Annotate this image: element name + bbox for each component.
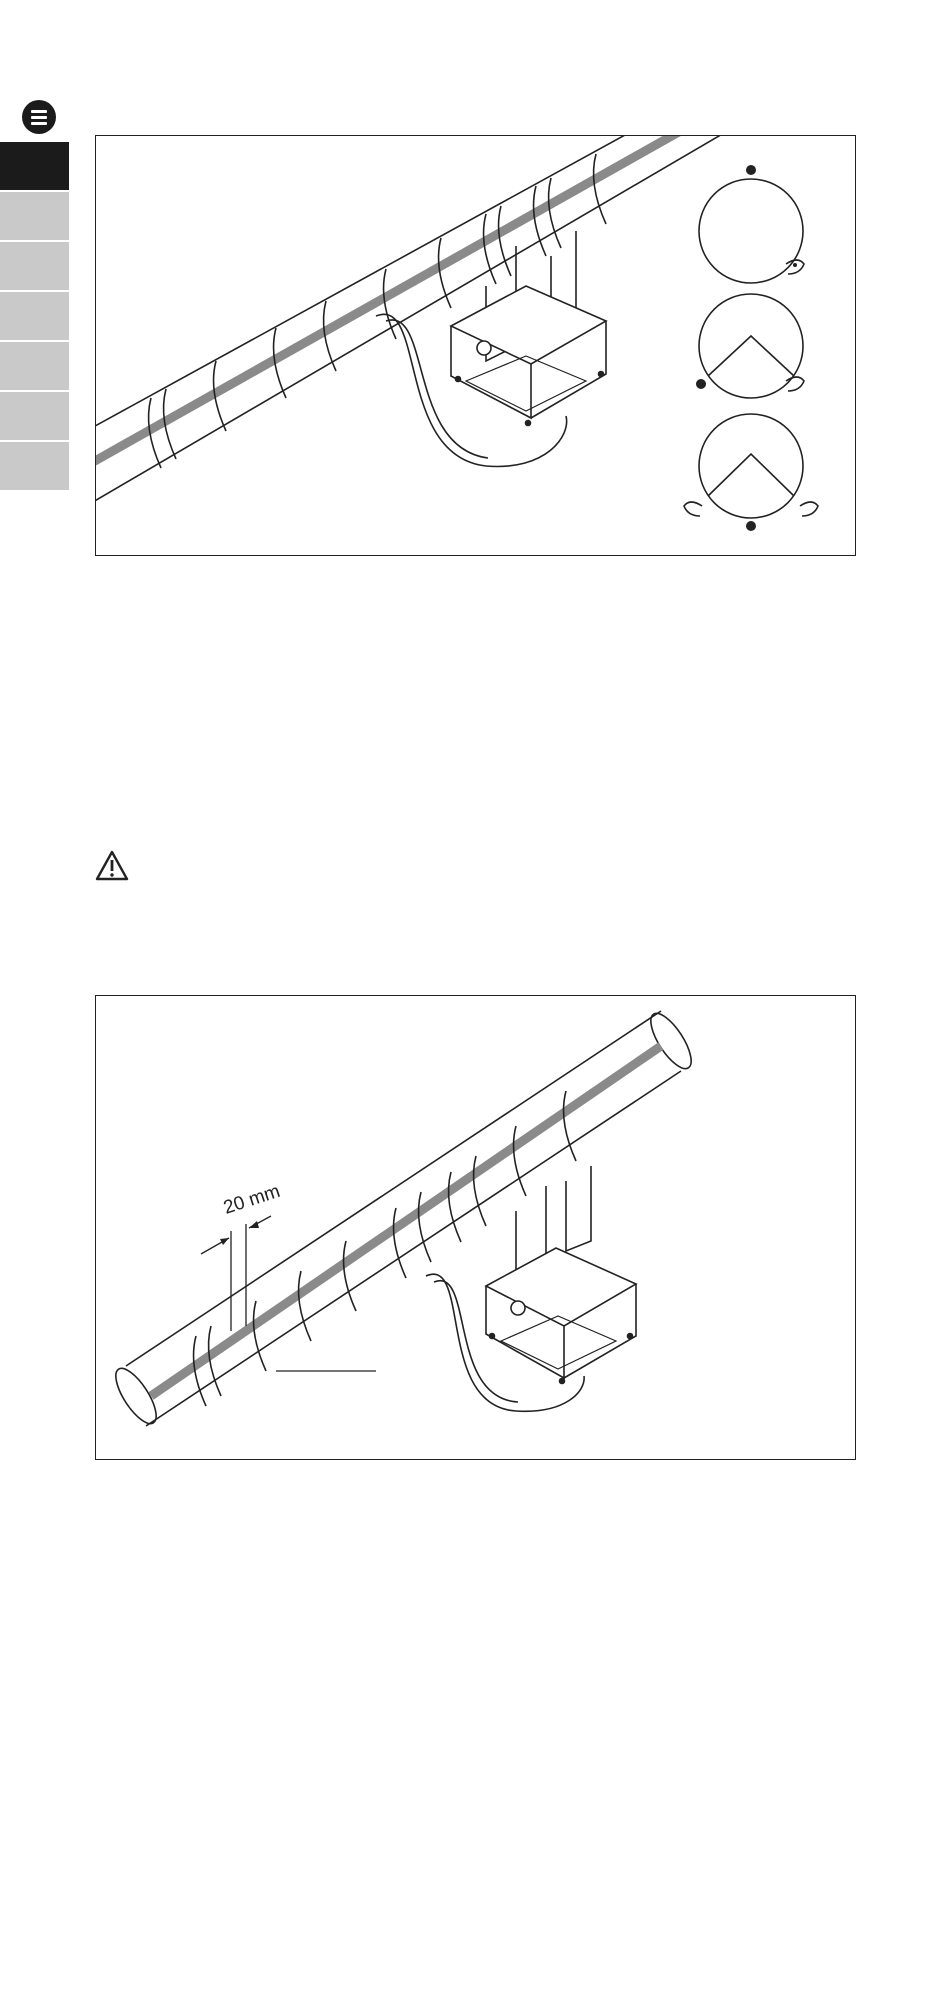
figure-pipe-spacing <box>95 995 856 1460</box>
side-tab-7[interactable] <box>0 442 69 490</box>
pipe-illustration <box>96 136 854 554</box>
dimension-label: 20 mm <box>221 1180 283 1219</box>
cable-position-double-icon <box>684 414 818 531</box>
warning-triangle-icon <box>95 850 129 882</box>
figure-pipe-installation <box>95 135 856 556</box>
side-tab-6[interactable] <box>0 392 69 440</box>
cable-position-side-icon <box>696 294 804 398</box>
cable-position-details <box>684 165 818 531</box>
menu-button[interactable] <box>22 100 56 134</box>
cable-position-top-icon <box>699 165 804 283</box>
side-tab-2[interactable] <box>0 192 69 240</box>
junction-box <box>486 1248 636 1384</box>
pipe-spacing-illustration <box>96 996 854 1458</box>
side-tab-4[interactable] <box>0 292 69 340</box>
side-tab-5[interactable] <box>0 342 69 390</box>
side-tab-3[interactable] <box>0 242 69 290</box>
junction-box <box>451 286 606 426</box>
side-tab-1[interactable] <box>0 142 69 190</box>
